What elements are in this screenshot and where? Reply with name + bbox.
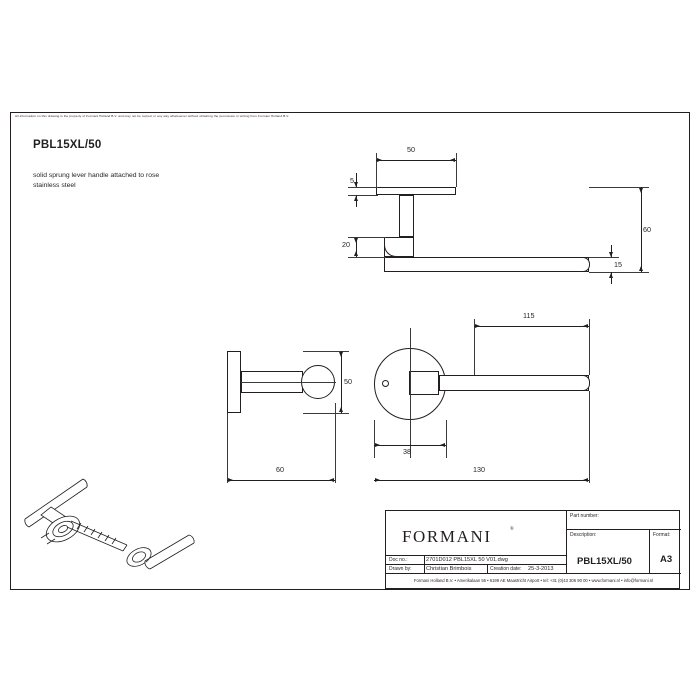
dimension-rose-diameter-side-label: 50 bbox=[344, 377, 352, 386]
front-view-neck-block bbox=[409, 371, 439, 395]
doc-no-value: 2701D012 PBL15XL 50 V01.dwg bbox=[426, 557, 508, 564]
top-view-lever-bar bbox=[384, 257, 589, 272]
part-description-line1: solid sprung lever handle attached to rose bbox=[33, 172, 160, 179]
footer-cell bbox=[386, 573, 681, 590]
top-view-neck bbox=[399, 195, 414, 237]
dimension-side-length-label: 60 bbox=[276, 465, 284, 474]
side-view-rose bbox=[227, 351, 241, 413]
footer-contact: Formani Holland B.V. • Amerikalaan 55 • 6199 AE Maastricht Airport • tel: +31 (0)43 306 90 00 • www.formani.nl • info@formani.nl bbox=[413, 578, 654, 583]
description-cell bbox=[566, 529, 649, 573]
format-value: A3 bbox=[660, 554, 673, 565]
dimension-front-length-label: 115 bbox=[523, 311, 535, 320]
page-title: PBL15XL/50 bbox=[33, 139, 102, 151]
drawn-by-cell bbox=[386, 564, 566, 573]
dimension-lever-height-label: 60 bbox=[643, 225, 651, 234]
dimension-rose-diameter-front-label: 38 bbox=[403, 447, 411, 456]
logo-cell bbox=[386, 511, 566, 555]
description-label: Description: bbox=[570, 532, 597, 538]
formani-logo: FORMANI bbox=[402, 527, 492, 546]
dimension-bar-thickness-label: 15 bbox=[614, 260, 622, 269]
top-view-rose-plate bbox=[376, 187, 456, 195]
front-view-keyhole bbox=[382, 380, 389, 387]
disclaimer-text: All information on this drawing is the property of Formani Holland B.V. and may not be copied, in any way whatsoever without obtaining the permission in writing from Formani Holland B.V. bbox=[15, 114, 290, 118]
creation-date-value: 25-3-2013 bbox=[528, 566, 554, 573]
doc-no-label: Doc no.: bbox=[389, 556, 408, 563]
part-description bbox=[33, 171, 159, 191]
dimension-top-width-label: 50 bbox=[407, 145, 415, 154]
description-value: PBL15XL/50 bbox=[577, 556, 632, 567]
part-description-line2: stainless steel bbox=[33, 181, 76, 189]
drawn-by-label: Drawn by: bbox=[389, 565, 412, 572]
format-cell bbox=[649, 529, 681, 573]
doc-no-cell bbox=[386, 555, 566, 564]
part-number-cell bbox=[566, 511, 681, 529]
drawn-by-value: Christian Brimbois bbox=[426, 566, 472, 573]
creation-date-label: Creation date: bbox=[490, 565, 522, 572]
title-block bbox=[385, 510, 680, 589]
part-number-label: Part number: bbox=[570, 513, 599, 519]
dimension-total-length-label: 130 bbox=[473, 465, 485, 474]
format-label: Format: bbox=[653, 532, 671, 538]
registered-mark: ® bbox=[510, 527, 514, 532]
front-view-lever-bar bbox=[439, 375, 589, 391]
drawing-sheet bbox=[10, 112, 690, 590]
exploded-view-svg bbox=[11, 441, 201, 576]
dimension-rose-thickness-label: 5 bbox=[350, 176, 354, 185]
dimension-neck-height-label: 20 bbox=[342, 240, 350, 249]
